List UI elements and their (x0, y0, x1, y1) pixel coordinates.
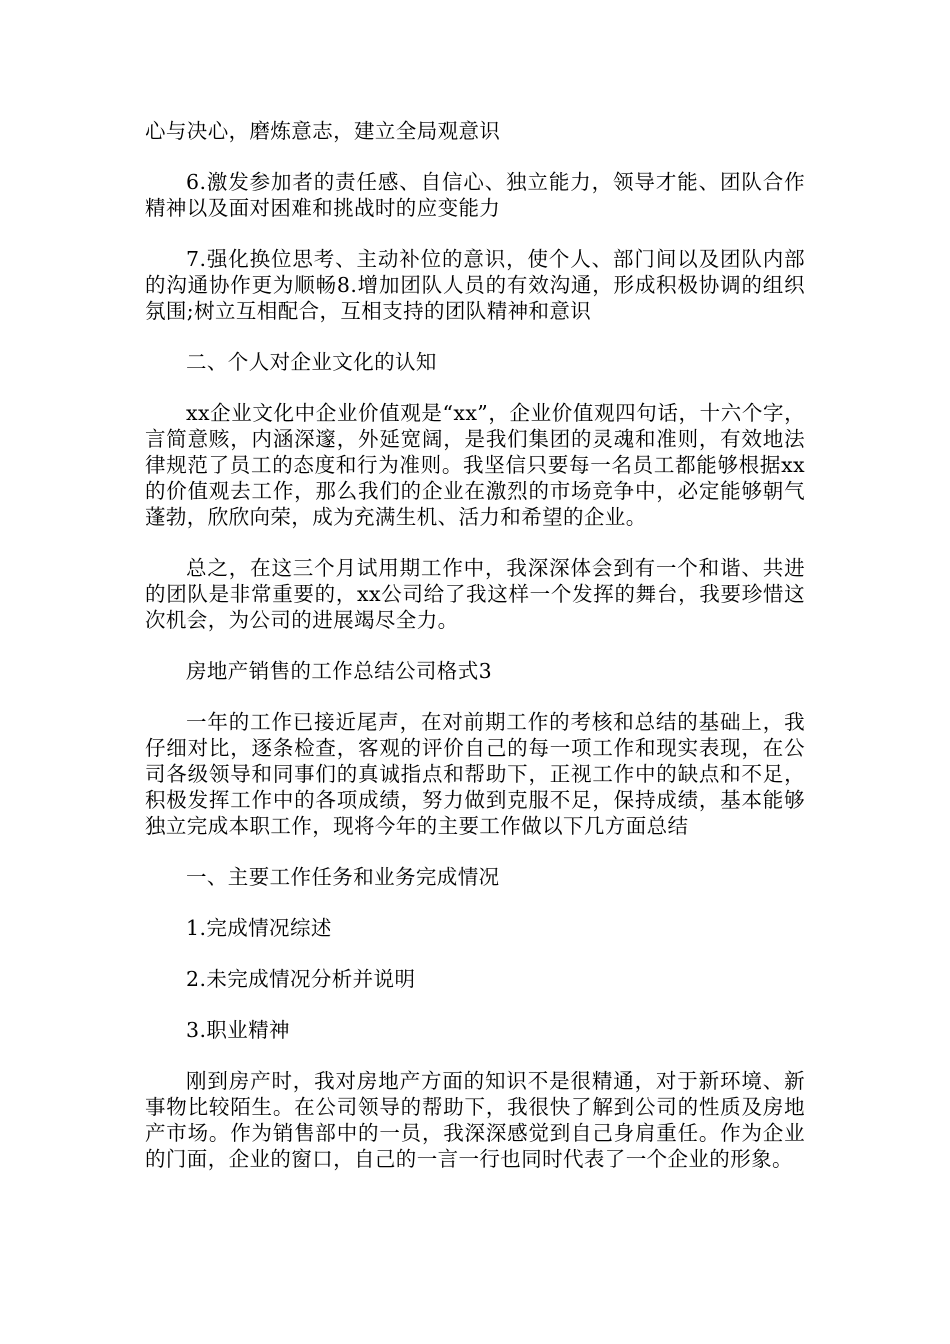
paragraph-continuation: 心与决心，磨炼意志，建立全局观意识 (145, 119, 501, 143)
section-heading-tasks: 一、主要工作任务和业务完成情况 (186, 865, 500, 889)
document-title-3: 房地产销售的工作总结公司格式3 (186, 659, 493, 683)
paragraph-conclusion: 总之，在这三个月试用期工作中，我深深体会到有一个和谐、共进的团队是非常重要的，xx公司给了我这样一个发挥的舞台，我要珍惜这次机会，为公司的进展竭尽全力。 (145, 556, 805, 632)
list-item-3: 3.职业精神 (186, 1018, 290, 1042)
list-item-2: 2.未完成情况分析并说明 (186, 967, 416, 991)
paragraph-item-6: 6.激发参加者的责任感、自信心、独立能力，领导才能、团队合作精神以及面对困难和挑战时的应变能力 (145, 170, 805, 220)
document-body (145, 118, 805, 1197)
paragraph-item-7-8: 7.强化换位思考、主动补位的意识，使个人、部门间以及团队内部的沟通协作更为顺畅8.增加团队人员的有效沟通，形成积极协调的组织氛围;树立互相配合，互相支持的团队精神和意识 (145, 247, 805, 323)
list-item-1: 1.完成情况综述 (186, 916, 332, 940)
paragraph-values: xx企业文化中企业价值观是“xx”，企业价值观四句话，十六个字，言简意赅，内涵深邃，外延宽阔，是我们集团的灵魂和准则，有效地法律规范了员工的态度和行为准则。我坚信只要每一名员工都能够根据xx的价值观去工作，那么我们的企业在激烈的市场竞争中，必定能够朝气蓬勃，欣欣向荣，成为充满生机、活力和希望的企业。 (145, 401, 805, 529)
section-heading-culture: 二、个人对企业文化的认知 (186, 350, 437, 374)
paragraph-career-spirit: 刚到房产时，我对房地产方面的知识不是很精通，对于新环境、新事物比较陌生。在公司领导的帮助下，我很快了解到公司的性质及房地产市场。作为销售部中的一员，我深深感觉到自己身肩重任。作为企业的门面，企业的窗口，自己的一言一行也同时代表了一个企业的形象。 (145, 1069, 805, 1171)
paragraph-intro: 一年的工作已接近尾声，在对前期工作的考核和总结的基础上，我仔细对比，逐条检查，客观的评价自己的每一项工作和现实表现，在公司各级领导和同事们的真诚指点和帮助下，正视工作中的缺点和不足，积极发挥工作中的各项成绩，努力做到克服不足，保持成绩，基本能够独立完成本职工作，现将今年的主要工作做以下几方面总结 (145, 710, 805, 838)
